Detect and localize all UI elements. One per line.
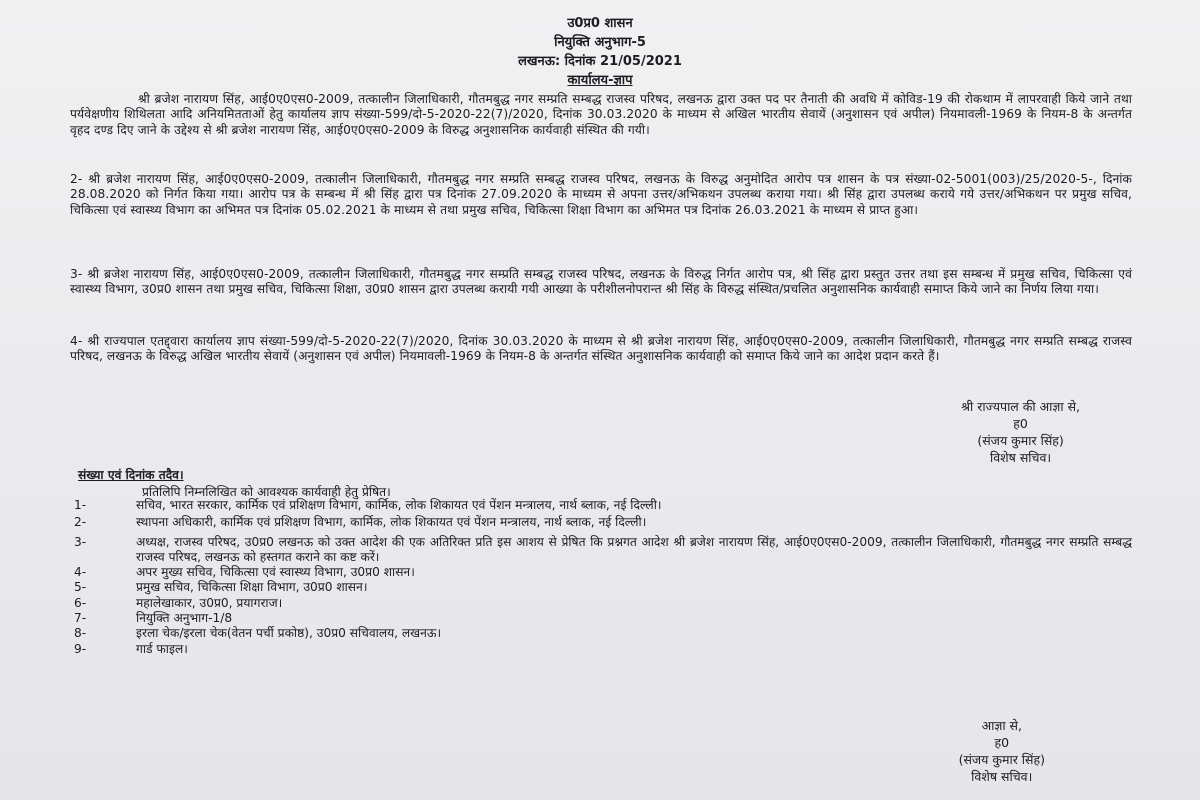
item-text: प्रमुख सचिव, चिकित्सा शिक्षा विभाग, उ0प्र0 शासन।	[136, 580, 368, 595]
item-number: 7-	[74, 611, 87, 626]
list-item	[74, 565, 1132, 580]
item-text: गार्ड फाइल।	[136, 641, 188, 656]
section-name: नियुक्ति अनुभाग-5	[554, 35, 646, 50]
signatory-name: (संजय कुमार सिंह)	[977, 433, 1064, 448]
list-item	[74, 535, 1132, 566]
copy-reference: संख्या एवं दिनांक तदैव।	[78, 468, 184, 482]
list-item	[74, 626, 1132, 641]
item-text: नियुक्ति अनुभाग-1/8	[136, 611, 233, 626]
copy-intro: प्रतिलिपि निम्नलिखित को आवश्यक कार्यवाही हेतु प्रेषित।	[142, 485, 391, 499]
item-number: 2-	[74, 515, 87, 530]
signatory-designation: विशेष सचिव।	[971, 769, 1033, 784]
signature-block-2	[959, 717, 1045, 785]
government-name: उ0प्र0 शासन	[567, 16, 633, 31]
signatory-designation: विशेष सचिव।	[989, 450, 1052, 465]
list-item	[74, 498, 1132, 513]
item-number: 3-	[74, 534, 87, 549]
item-number: 6-	[74, 595, 87, 610]
list-item	[74, 580, 1132, 595]
item-number: 4-	[74, 565, 87, 580]
item-number: 1-	[74, 498, 87, 512]
paragraph-3: 3- श्री ब्रजेश नारायण सिंह, आई0ए0एस0-2009, तत्कालीन जिलाधिकारी, गौतमबुद्ध नगर सम्प्रति सम्बद्ध राजस्व परिषद, लखनऊ के विरुद्ध निर्गत आरोप पत्र, श्री सिंह द्वारा प्रस्तुत उत्तर तथा इस सम्बन्ध में प्रमुख सचिव, चिकित्सा एवं स्वास्थ्य विभाग, उ0प्र0 शासन तथा प्रमुख सचिव, चिकित्सा शिक्षा, उ0प्र0 शासन द्वारा उपलब्ध करायी गयी आख्या के परीशीलनोपरान्त श्री सिंह के विरुद्ध संस्थित/प्रचलित अनुशासनिक कार्यवाही समाप्त किये जाने का निर्णय लिया गया।	[70, 267, 1132, 297]
paragraph-1: श्री ब्रजेश नारायण सिंह, आई0ए0एस0-2009, तत्कालीन जिलाधिकारी, गौतमबुद्ध नगर सम्प्रति सम्बद्ध राजस्व परिषद, लखनऊ द्वारा उक्त पद पर तैनाती की अवधि में कोविड-19 की रोकथाम में लापरवाही किये जाने तथा पर्यवेक्षणीय शिथिलता आदि अनियमितताओं हेतु कार्यालय ज्ञाप संख्या-599/दो-5-2020-22(7)/2020, दिनांक 30.03.2020 के माध्यम से अखिल भारतीय सेवायें (अनुशासन एवं अपील) नियमावली-1969 के नियम-8 के अन्तर्गत वृहद दण्ड दिए जाने के उद्देश्य से श्री ब्रजेश नारायण सिंह, आई0ए0एस0-2009 के विरुद्ध अनुशासनिक कार्यवाही संस्थित की गयी।	[70, 92, 1132, 137]
document-title: कार्यालय-ज्ञाप	[567, 73, 633, 88]
signatory-name: (संजय कुमार सिंह)	[958, 752, 1045, 767]
item-number: 8-	[74, 626, 87, 641]
signature-block-1	[961, 398, 1080, 466]
signature-mark: ह0	[1013, 416, 1028, 431]
signature-authority: आज्ञा से,	[981, 718, 1022, 733]
item-number: 9-	[74, 641, 87, 656]
list-item	[74, 611, 1132, 626]
item-text: इरला चेक/इरला चेक(वेतन पर्ची प्रकोष्ठ), उ0प्र0 सचिवालय, लखनऊ।	[136, 626, 442, 641]
item-text: सचिव, भारत सरकार, कार्मिक एवं प्रशिक्षण विभाग, कार्मिक, लोक शिकायत एवं पेंशन मन्त्रालय, नार्थ ब्लाक, नई दिल्ली।	[136, 498, 662, 512]
list-item	[74, 642, 1132, 657]
signature-mark: ह0	[994, 735, 1010, 750]
item-text: अपर मुख्य सचिव, चिकित्सा एवं स्वास्थ्य विभाग, उ0प्र0 शासन।	[136, 565, 415, 580]
copy-list	[74, 498, 1132, 657]
list-item	[74, 596, 1132, 611]
letterhead	[0, 14, 1200, 90]
item-text: स्थापना अधिकारी, कार्मिक एवं प्रशिक्षण विभाग, कार्मिक, लोक शिकायत एवं पेंशन मन्त्रालय, नार्थ ब्लाक, नई दिल्ली।	[136, 515, 647, 530]
signature-authority: श्री राज्यपाल की आज्ञा से,	[961, 399, 1080, 414]
item-text: महालेखाकार, उ0प्र0, प्रयागराज।	[136, 595, 283, 610]
paragraph-2: 2- श्री ब्रजेश नारायण सिंह, आई0ए0एस0-2009, तत्कालीन जिलाधिकारी, गौतमबुद्ध नगर सम्प्रति सम्बद्ध राजस्व परिषद, लखनऊ के विरुद्ध अनुमोदित आरोप पत्र शासन के पत्र संख्या-02-5001(003)/25/2020-5-, दिनांक 28.08.2020 को निर्गत किया गया। आरोप पत्र के सम्बन्ध में श्री सिंह द्वारा पत्र दिनांक 27.09.2020 के माध्यम से अपना उत्तर/अभिकथन उपलब्ध कराया गया। श्री सिंह द्वारा उपलब्ध कराये गये उत्तर/अभिकथन पर प्रमुख सचिव, चिकित्सा एवं स्वास्थ्य विभाग का अभिमत पत्र दिनांक 05.02.2021 के माध्यम से तथा प्रमुख सचिव, चिकित्सा शिक्षा विभाग का अभिमत पत्र दिनांक 26.03.2021 के माध्यम से प्राप्त हुआ।	[70, 172, 1132, 217]
list-item	[74, 515, 1132, 530]
paragraph-4: 4- श्री राज्यपाल एतद्द्वारा कार्यालय ज्ञाप संख्या-599/दो-5-2020-22(7)/2020, दिनांक 30.03.2020 के माध्यम से श्री ब्रजेश नारायण सिंह, आई0ए0एस0-2009, तत्कालीन जिलाधिकारी, गौतमबुद्ध नगर सम्प्रति सम्बद्ध राजस्व परिषद, लखनऊ के विरुद्ध अखिल भारतीय सेवायें (अनुशासन एवं अपील) नियमावली-1969 के नियम-8 के अन्तर्गत संस्थित अनुशासनिक कार्यवाही को समाप्त किये जाने का आदेश प्रदान करते हैं।	[70, 334, 1132, 364]
item-text: अध्यक्ष, राजस्व परिषद, उ0प्र0 लखनऊ को उक्त आदेश की एक अतिरिक्त प्रति इस आशय से प्रेषित कि प्रश्नगत आदेश श्री ब्रजेश नारायण सिंह, आई0ए0एस0-2009, तत्कालीन जिलाधिकारी, गौतमबुद्ध नगर सम्प्रति सम्बद्ध राजस्व परिषद, लखनऊ को हस्तगत कराने का कष्ट करें।	[136, 534, 1132, 564]
item-number: 5-	[74, 580, 87, 595]
place-date: लखनऊ: दिनांक 21/05/2021	[518, 54, 682, 69]
